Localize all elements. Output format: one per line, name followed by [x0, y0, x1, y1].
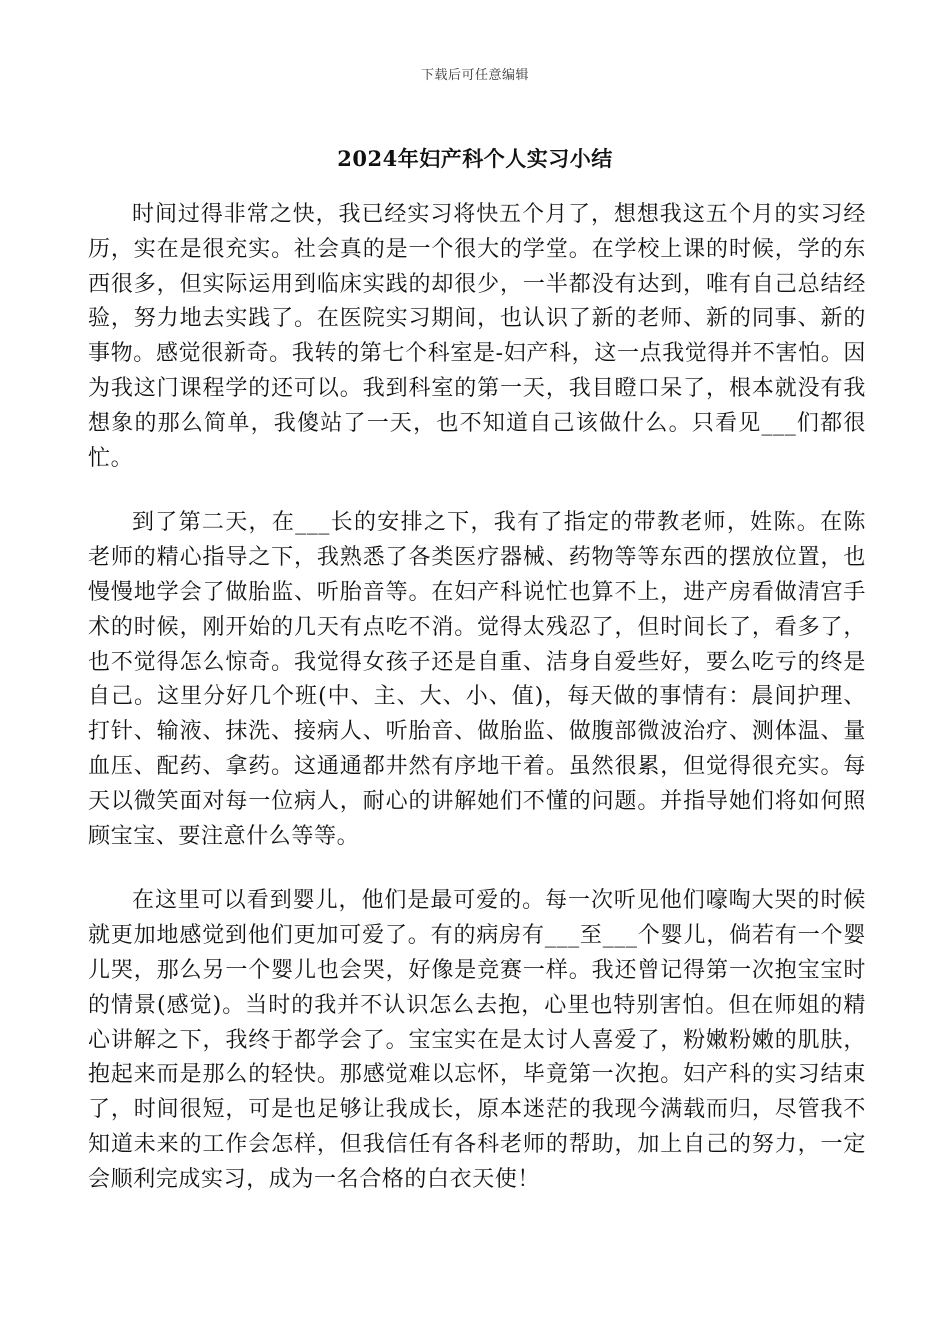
paragraph-3: 在这里可以看到婴儿，他们是最可爱的。每一次听见他们嚎啕大哭的时候就更加地感觉到他们更加可爱了。有的病房有___至___个婴儿，倘若有一个婴儿哭，那么另一个婴儿也会哭，好像是竞赛一样。我还曾记得第一次抱宝宝时的情景(感觉)。当时的我并不认识怎么去抱，心里也特别害怕。但在师姐的精心讲解之下，我终于都学会了。宝宝实在是太讨人喜爱了，粉嫩粉嫩的肌肤，抱起来而是那么的轻快。那感觉难以忘怀，毕竟第一次抱。妇产科的实习结束了，时间很短，可是也足够让我成长，原本迷茫的我现今满载而归，尽管我不知道未来的工作会怎样，但我信任有各科老师的帮助，加上自己的努力，一定会顺利完成实习，成为一名合格的白衣天使！ — [88, 888, 866, 1192]
paragraph-2: 到了第二天，在___长的安排之下，我有了指定的带教老师，姓陈。在陈老师的精心指导之下，我熟悉了各类医疗器械、药物等等东西的摆放位置，也慢慢地学会了做胎监、听胎音等。在妇产科说忙也算不上，进产房看做清宫手术的时候，刚开始的几天有点吃不消。觉得太残忍了，但时间长了，看多了，也不觉得怎么惊奇。我觉得女孩子还是自重、洁身自爱些好，要么吃亏的终是自己。这里分好几个班(中、主、大、小、值)，每天做的事情有：晨间护理、打针、输液、抹洗、接病人、听胎音、做胎监、做腹部微波治疗、测体温、量血压、配药、拿药。这通通都井然有序地干着。虽然很累，但觉得很充实。每天以微笑面对每一位病人，耐心的讲解她们不懂的问题。并指导她们将如何照顾宝宝、要注意什么等等。 — [88, 510, 866, 849]
header-note: 下载后可任意编辑 — [420, 68, 529, 83]
document-title: 2024年妇产科个人实习小结 — [337, 146, 613, 171]
paragraph-1: 时间过得非常之快，我已经实习将快五个月了，想想我这五个月的实习经历，实在是很充实。社会真的是一个很大的学堂。在学校上课的时候，学的东西很多，但实际运用到临床实践的却很少，一半都没有达到，唯有自己总结经验，努力地去实践了。在医院实习期间，也认识了新的老师、新的同事、新的事物。感觉很新奇。我转的第七个科室是-妇产科，这一点我觉得并不害怕。因为我这门课程学的还可以。我到科室的第一天，我目瞪口呆了，根本就没有我想象的那么简单，我傻站了一天，也不知道自己该做什么。只看见___们都很忙。 — [88, 202, 866, 471]
document-body — [88, 198, 866, 1228]
